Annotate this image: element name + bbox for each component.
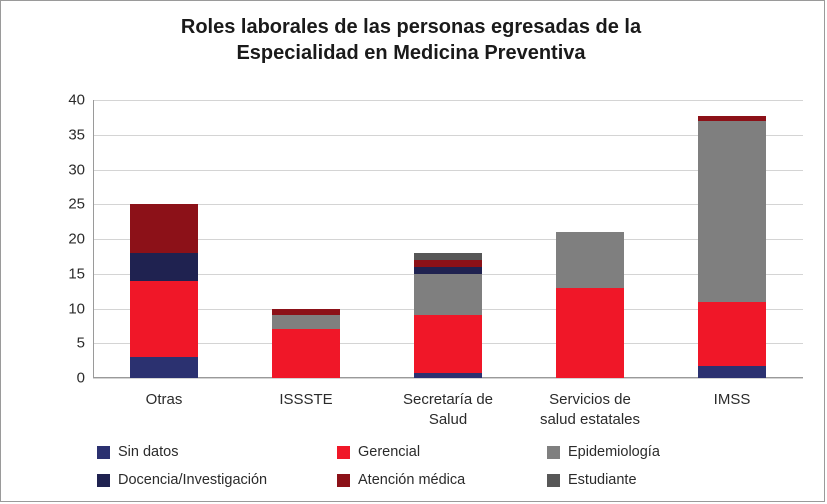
legend-swatch-icon bbox=[547, 446, 560, 459]
x-axis-tick-label-line: Secretaría de bbox=[402, 391, 494, 408]
legend-swatch-icon bbox=[547, 474, 560, 487]
bar-segment[interactable] bbox=[414, 315, 482, 373]
bar-segment[interactable] bbox=[414, 373, 482, 378]
legend-item-label: Atención médica bbox=[358, 472, 466, 488]
chart-title-line-2: Especialidad en Medicina Preventiva bbox=[236, 41, 586, 64]
y-axis-tick-label: 20 bbox=[68, 230, 85, 248]
bar-group bbox=[519, 100, 661, 428]
y-axis-tick-label: 15 bbox=[68, 265, 85, 283]
bar-segment[interactable] bbox=[272, 329, 340, 378]
gridline bbox=[93, 378, 803, 379]
legend-swatch-icon bbox=[97, 446, 110, 459]
bar-segment[interactable] bbox=[556, 232, 624, 288]
x-axis-tick-label-line: IMSS bbox=[713, 391, 751, 408]
y-axis-tick-label: 30 bbox=[68, 161, 85, 178]
bar-segment[interactable] bbox=[414, 253, 482, 260]
bar-segment[interactable] bbox=[272, 315, 340, 329]
bar-segment[interactable] bbox=[414, 267, 482, 274]
legend-item-label: Gerencial bbox=[358, 444, 421, 460]
chart-legend bbox=[97, 438, 797, 494]
chart-title-line-1: Roles laborales de las personas egresadas de la bbox=[180, 16, 642, 38]
bar-segment[interactable] bbox=[698, 121, 766, 302]
x-axis-tick-label bbox=[515, 390, 665, 429]
bar-segment[interactable] bbox=[272, 309, 340, 316]
legend-item[interactable] bbox=[337, 444, 547, 460]
bar-group bbox=[377, 100, 519, 428]
legend-item-label: Epidemiología bbox=[568, 444, 660, 460]
x-axis-tick-label-line: Servicios de bbox=[549, 391, 631, 408]
legend-item-label: Estudiante bbox=[568, 472, 637, 488]
x-axis-tick-label-line: ISSSTE bbox=[279, 391, 333, 408]
bar-segment[interactable] bbox=[698, 116, 766, 121]
bar-group bbox=[93, 100, 235, 408]
legend-item[interactable] bbox=[547, 444, 777, 460]
legend-item[interactable] bbox=[337, 472, 547, 488]
chart-title bbox=[61, 15, 761, 66]
y-axis-tick-label: 0 bbox=[76, 369, 85, 387]
bar-segment[interactable] bbox=[414, 274, 482, 316]
plot-area bbox=[68, 91, 803, 428]
bar-group bbox=[235, 100, 377, 408]
y-axis-tick-label: 10 bbox=[68, 300, 85, 317]
bar-segment[interactable] bbox=[414, 260, 482, 267]
x-axis-tick-label bbox=[89, 390, 239, 410]
legend-item-label: Sin datos bbox=[118, 444, 179, 460]
x-axis-tick-label bbox=[657, 390, 807, 410]
bar-segment[interactable] bbox=[698, 366, 766, 378]
legend-item-label: Docencia/Investigación bbox=[118, 472, 268, 488]
x-axis-tick-label bbox=[373, 390, 523, 429]
legend-swatch-icon bbox=[337, 446, 350, 459]
x-axis-tick-label-line: Otras bbox=[145, 391, 183, 408]
x-axis-tick-label bbox=[231, 390, 381, 410]
y-axis-tick-label: 25 bbox=[68, 195, 85, 213]
legend-item[interactable] bbox=[547, 472, 777, 488]
bar-group bbox=[661, 100, 803, 408]
bar-segment[interactable] bbox=[556, 288, 624, 378]
x-axis-tick-label-line: salud estatales bbox=[539, 410, 641, 428]
y-axis-tick-label: 35 bbox=[68, 126, 85, 144]
x-axis-tick-label-line: Salud bbox=[428, 410, 468, 428]
bar-segment[interactable] bbox=[130, 204, 198, 253]
bar-segment[interactable] bbox=[130, 281, 198, 357]
bar-segment[interactable] bbox=[130, 357, 198, 378]
y-axis-tick-label: 40 bbox=[68, 91, 85, 109]
legend-item[interactable] bbox=[97, 472, 337, 488]
y-axis-tick-label: 5 bbox=[76, 334, 85, 352]
legend-swatch-icon bbox=[337, 474, 350, 487]
bar-segment[interactable] bbox=[698, 302, 766, 367]
legend-swatch-icon bbox=[97, 474, 110, 487]
legend-item[interactable] bbox=[97, 444, 337, 460]
bar-segment[interactable] bbox=[130, 253, 198, 281]
